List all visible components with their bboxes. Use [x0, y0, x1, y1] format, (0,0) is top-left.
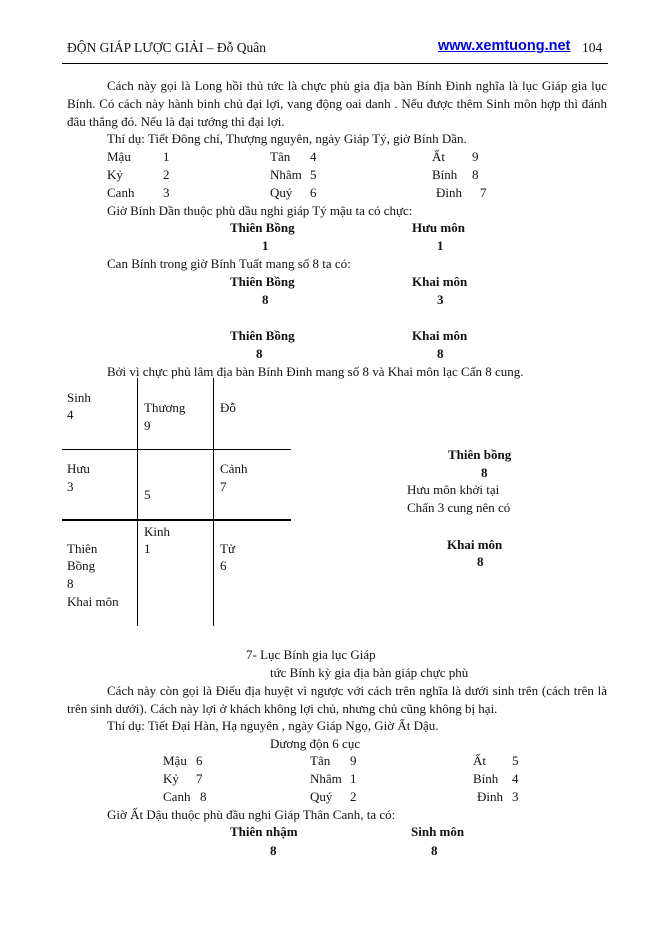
board-c31-line1: Thiên	[67, 541, 98, 556]
page-number: 104	[582, 40, 603, 55]
pair1-right-value: 1	[437, 238, 444, 253]
board-c23-name: Cảnh	[220, 461, 248, 476]
pair1-left-value: 1	[262, 238, 269, 253]
side-value-1: 8	[481, 465, 488, 480]
grid2-r2-n3: Bính	[473, 771, 499, 786]
side-title-1: Thiên bồng	[448, 447, 512, 462]
board-c33-num: 6	[220, 558, 227, 573]
side-line-2: Chấn 3 cung nên có	[407, 500, 511, 515]
pair3-right-value: 8	[437, 346, 444, 361]
example-2: Thí dụ: Tiết Đại Hàn, Hạ nguyên , ngày Giáp Ngọ, Giờ Ất Dậu.	[107, 718, 439, 733]
pair1-left-label: Thiên Bồng	[230, 220, 295, 235]
board-c11-num: 4	[67, 407, 74, 422]
line-boi-vi: Bởi vì chực phủ lâm địa bàn Bính Đinh mang số 8 và Khai môn lạc Cấn 8 cung.	[107, 364, 524, 379]
board-c23-num: 7	[220, 479, 227, 494]
paragraph-dieu-dia-huyet: Cách này còn gọi là Điểu địa huyệt vì ngược với cách trên nghĩa là dưới sinh trên (cách trên là trên sinh dưới). Cách này lợi ở khách không lợi chủ, nhưng chủ cũng không bị hại.	[67, 683, 607, 716]
board-c22-num: 5	[144, 487, 151, 502]
grid2-r2-v1: 7	[196, 771, 203, 786]
board-c31-line4: Khai môn	[67, 594, 119, 609]
pair4-left-label: Thiên nhậm	[230, 824, 298, 839]
grid1-r1-n3: Ất	[432, 149, 445, 164]
side-line-1: Hưu môn khởi tại	[407, 482, 500, 497]
pair2-left-value: 8	[262, 292, 269, 307]
grid1-r1-n2: Tân	[270, 149, 291, 164]
board-c32-num: 1	[144, 541, 151, 556]
section-subtitle: tức Bính kỳ gia địa bàn giáp chực phù	[270, 665, 469, 680]
pair4-right-label: Sinh môn	[411, 824, 465, 839]
pair3-right-label: Khai môn	[412, 328, 468, 343]
paragraph-long-hoi: Cách này gọi là Long hồi thủ tức là chực phù gia địa bàn Bính Đinh nghĩa là lục Giáp gia lục Bính. Có cách này hành binh chủ đại lợi, vang động oai danh . Nếu được thêm Sinh môn hợp thì đánh đâu thắng đó. Nếu là đại tướng thì đại lợi.	[67, 78, 607, 129]
board-hline-1	[62, 449, 291, 450]
line-can-binh: Can Bính trong giờ Bính Tuất mang số 8 ta có:	[107, 256, 351, 271]
grid1-r2-n2: Nhâm	[270, 167, 302, 182]
pair4-right-value: 8	[431, 843, 438, 858]
side-title-2: Khai môn	[447, 537, 503, 552]
grid2-r3-v2: 2	[350, 789, 357, 804]
grid1-r3-v1: 3	[163, 185, 170, 200]
grid1-r3-n1: Canh	[107, 185, 135, 200]
grid2-r3-n1: Canh	[163, 789, 191, 804]
grid2-r2-v2: 1	[350, 771, 357, 786]
pair4-left-value: 8	[270, 843, 277, 858]
grid1-r1-v2: 4	[310, 149, 317, 164]
grid2-r1-v3: 5	[512, 753, 519, 768]
pair3-left-value: 8	[256, 346, 263, 361]
grid2-r1-v1: 6	[196, 753, 203, 768]
header-url-link[interactable]: www.xemtuong.net	[438, 38, 571, 54]
grid1-r2-v2: 5	[310, 167, 317, 182]
grid1-r1-n1: Mậu	[107, 149, 131, 164]
board-c31-line2: Bồng	[67, 558, 96, 573]
board-hline-2	[62, 519, 291, 521]
board-c12-name: Thương	[144, 400, 186, 415]
board-vline-2	[213, 378, 214, 626]
grid2-r3-n2: Quý	[310, 789, 333, 804]
board-vline-1	[137, 378, 138, 626]
board-c13-name: Đỗ	[220, 400, 236, 415]
grid2-r3-v1: 8	[200, 789, 207, 804]
duong-don-label: Dương độn 6 cục	[270, 736, 361, 751]
grid2-r2-v3: 4	[512, 771, 519, 786]
grid2-r1-n1: Mậu	[163, 753, 187, 768]
grid2-r3-n3: Đinh	[477, 789, 503, 804]
section-title: 7- Lục Bính gia lục Giáp	[246, 647, 376, 662]
grid1-r1-v1: 1	[163, 149, 170, 164]
grid2-r2-n1: Kỷ	[163, 771, 179, 786]
pair2-right-label: Khai môn	[412, 274, 468, 289]
grid1-r2-n3: Bính	[432, 167, 458, 182]
grid2-r1-n2: Tân	[310, 753, 331, 768]
pair3-left-label: Thiên Bồng	[230, 328, 295, 343]
grid2-r3-v3: 3	[512, 789, 519, 804]
grid1-r3-v2: 6	[310, 185, 317, 200]
grid1-r2-v1: 2	[163, 167, 170, 182]
board-c33-name: Tử	[220, 541, 235, 556]
header-title: ĐỘN GIÁP LƯỢC GIẢI – Đỗ Quân	[67, 40, 266, 55]
board-c31-line3: 8	[67, 576, 74, 591]
pair2-left-label: Thiên Bồng	[230, 274, 295, 289]
grid1-r1-v3: 9	[472, 149, 479, 164]
grid1-r2-v3: 8	[472, 167, 479, 182]
board-c12-num: 9	[144, 418, 151, 433]
grid2-r2-n2: Nhâm	[310, 771, 342, 786]
grid2-r1-v2: 9	[350, 753, 357, 768]
grid1-r3-v3: 7	[480, 185, 487, 200]
grid1-r3-n2: Quý	[270, 185, 293, 200]
pair2-right-value: 3	[437, 292, 444, 307]
grid2-r1-n3: Ất	[473, 753, 486, 768]
pair1-right-label: Hưu môn	[412, 220, 465, 235]
grid1-r3-n3: Đinh	[436, 185, 462, 200]
board-c21-num: 3	[67, 479, 74, 494]
example-1: Thí dụ: Tiết Đông chí, Thượng nguyên, ngày Giáp Tý, giờ Bính Dần.	[107, 131, 467, 146]
board-c21-name: Hưu	[67, 461, 90, 476]
grid1-r2-n1: Kỷ	[107, 167, 123, 182]
side-value-2: 8	[477, 554, 484, 569]
board-c11-name: Sinh	[67, 390, 91, 405]
board-c32-name: Kinh	[144, 524, 170, 539]
line-gio-at-dau: Giờ Ất Dậu thuộc phù đầu nghi Giáp Thân Canh, ta có:	[107, 807, 396, 822]
header-rule	[62, 63, 608, 64]
line-gio-binh-dan: Giờ Bính Dần thuộc phù dầu nghi giáp Tý mậu ta có chực:	[107, 203, 413, 218]
